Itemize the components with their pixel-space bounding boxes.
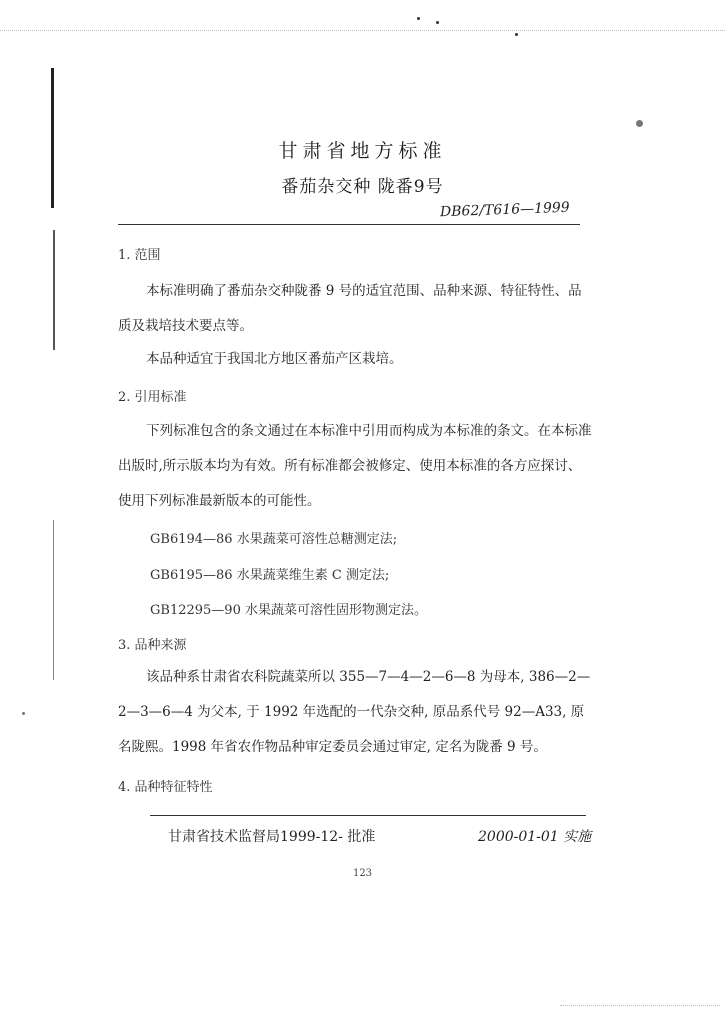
scan-dot-row — [0, 30, 725, 31]
scan-speck — [436, 21, 439, 24]
section-heading-traits: 4. 品种特征特性 — [118, 780, 213, 795]
header-rule — [118, 224, 580, 225]
footer-rule — [150, 815, 586, 816]
scan-speck — [515, 33, 518, 36]
section-heading-origin: 3. 品种来源 — [118, 638, 187, 653]
scan-dot-row — [560, 1005, 720, 1006]
origin-paragraph: 该品种系甘肃省农科院蔬菜所以 355—7—4—2—6—8 为母本, 386—2—2—3—6—4 为父本, 于 1992 年选配的一代杂交种, 原品系代号 92—A33, 原名陇熙。1998 年省农作物品种审定委员会通过审定, 定名为陇番 9 号。 — [118, 669, 591, 755]
scan-edge-mark — [53, 520, 54, 680]
scan-speck — [636, 120, 643, 127]
scope-paragraph-1: 本标准明确了番茄杂交种陇番 9 号的适宜范围、品种来源、特征特性、品质及栽培技术要点等。 — [118, 283, 582, 334]
page-number: 123 — [352, 868, 373, 879]
scan-speck — [417, 17, 420, 20]
standard-code: DB62/T616—1999 — [439, 199, 570, 221]
effective-date: 2000-01-01 实施 — [478, 829, 592, 845]
scope-paragraph-2: 本品种适宜于我国北方地区番茄产区栽培。 — [146, 351, 403, 367]
page-title: 甘肃省地方标准 — [278, 140, 447, 162]
reference-item: GB6194—86 水果蔬菜可溶性总糖测定法; — [150, 532, 398, 547]
page-subtitle: 番茄杂交种 陇番9号 — [281, 177, 444, 197]
reference-item: GB12295—90 水果蔬菜可溶性固形物测定法。 — [150, 603, 427, 618]
scan-edge-mark — [53, 230, 55, 350]
section-heading-references: 2. 引用标准 — [118, 390, 187, 405]
section-heading-scope: 1. 范围 — [118, 248, 161, 263]
references-paragraph: 下列标准包含的条文通过在本标准中引用而构成为本标准的条文。在本标准出版时,所示版本均为有效。所有标准都会被修定、使用本标准的各方应探讨、使用下列标准最新版本的可能性。 — [118, 423, 592, 509]
scan-speck — [22, 712, 25, 715]
approval-line: 甘肃省技术监督局1999-12- 批准 — [168, 829, 376, 845]
reference-item: GB6195—86 水果蔬菜维生素 C 测定法; — [150, 568, 390, 583]
